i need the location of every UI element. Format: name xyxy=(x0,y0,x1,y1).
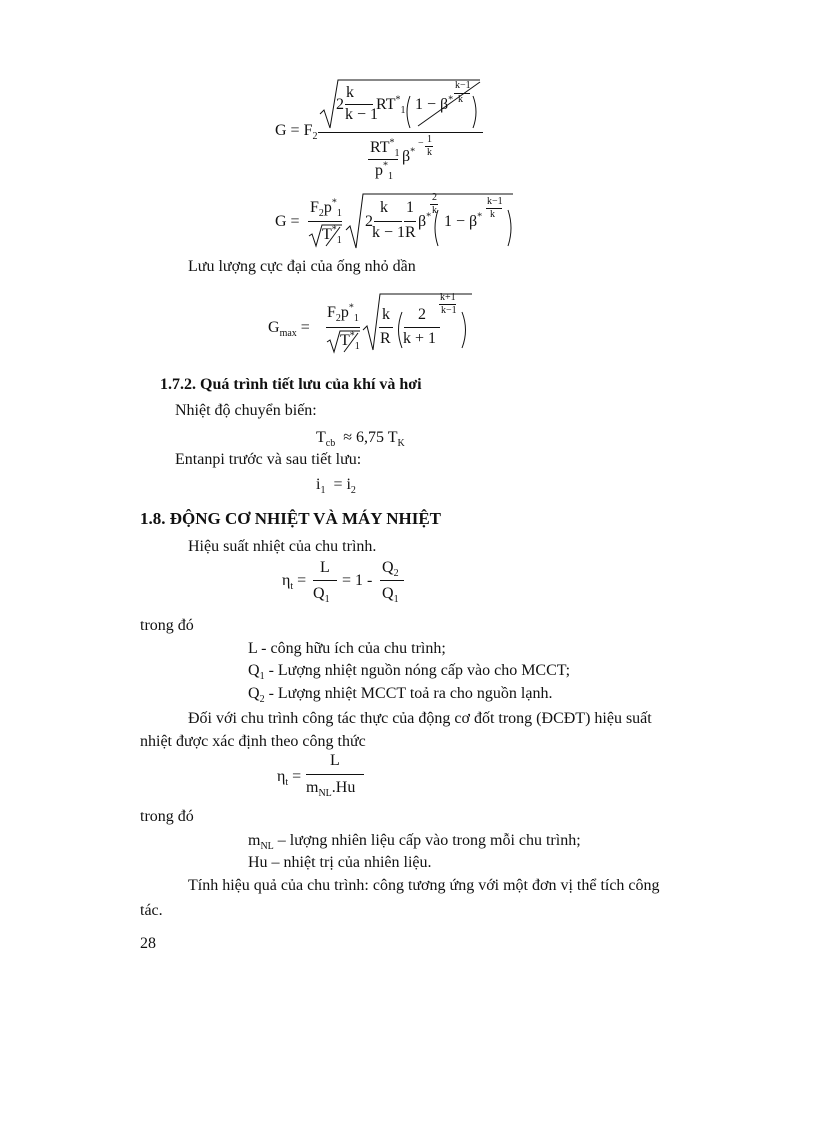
work-paragraph-line2: tác. xyxy=(140,902,163,919)
where-text-1: trong đó xyxy=(140,617,194,634)
icd-paragraph-line1: Đối với chu trình công tác thực của động cơ đốt trong (ĐCĐT) hiệu suất xyxy=(188,710,652,727)
def-m-nl: $m_{NL}$ – lượng nhiên liệu cấp vào trong mỗi chu trình; xyxy=(248,832,581,853)
work-paragraph-line1: Tính hiệu quả của chu trình: công tương ứng với một đơn vị thể tích công xyxy=(188,877,660,894)
section-heading-172: 1.7.2. Quá trình tiết lưu của khí và hơi xyxy=(160,376,422,393)
where-text-2: trong đó xyxy=(140,808,194,825)
icd-paragraph-line2: nhiệt được xác định theo công thức xyxy=(140,733,366,750)
max-flow-text: Lưu lượng cực đại của ống nhỏ dần xyxy=(188,258,416,275)
g2-lhs: G = xyxy=(275,213,300,230)
def-Q1: $Q_1$ - Lượng nhiệt nguồn nóng cấp vào cho MCCT; xyxy=(248,662,571,683)
formula-tcb: $T_{cb} \approx 6,75$ $T_K$ xyxy=(316,429,405,450)
formula-i: $i_1 = i_2$ xyxy=(316,476,356,497)
page-number: 28 xyxy=(140,935,156,952)
def-Q2: $Q_2$ - Lượng nhiệt MCCT toả ra cho nguồn lạnh. xyxy=(248,685,553,706)
g1-fraction-bar xyxy=(318,132,483,133)
section-heading-18: 1.8. ĐỘNG CƠ NHIỆT VÀ MÁY NHIỆT xyxy=(140,509,441,528)
enthalpy-text: Entanpi trước và sau tiết lưu: xyxy=(175,451,362,468)
def-L: L - công hữu ích của chu trình; xyxy=(248,640,446,657)
def-hu: Hu – nhiệt trị của nhiên liệu. xyxy=(248,854,432,871)
cycle-efficiency-text: Hiệu suất nhiệt của chu trình. xyxy=(188,538,377,555)
transition-temp-text: Nhiệt độ chuyển biến: xyxy=(175,402,317,419)
g1-lhs: G = F xyxy=(275,122,313,139)
gmax-lhs: G xyxy=(268,319,280,336)
